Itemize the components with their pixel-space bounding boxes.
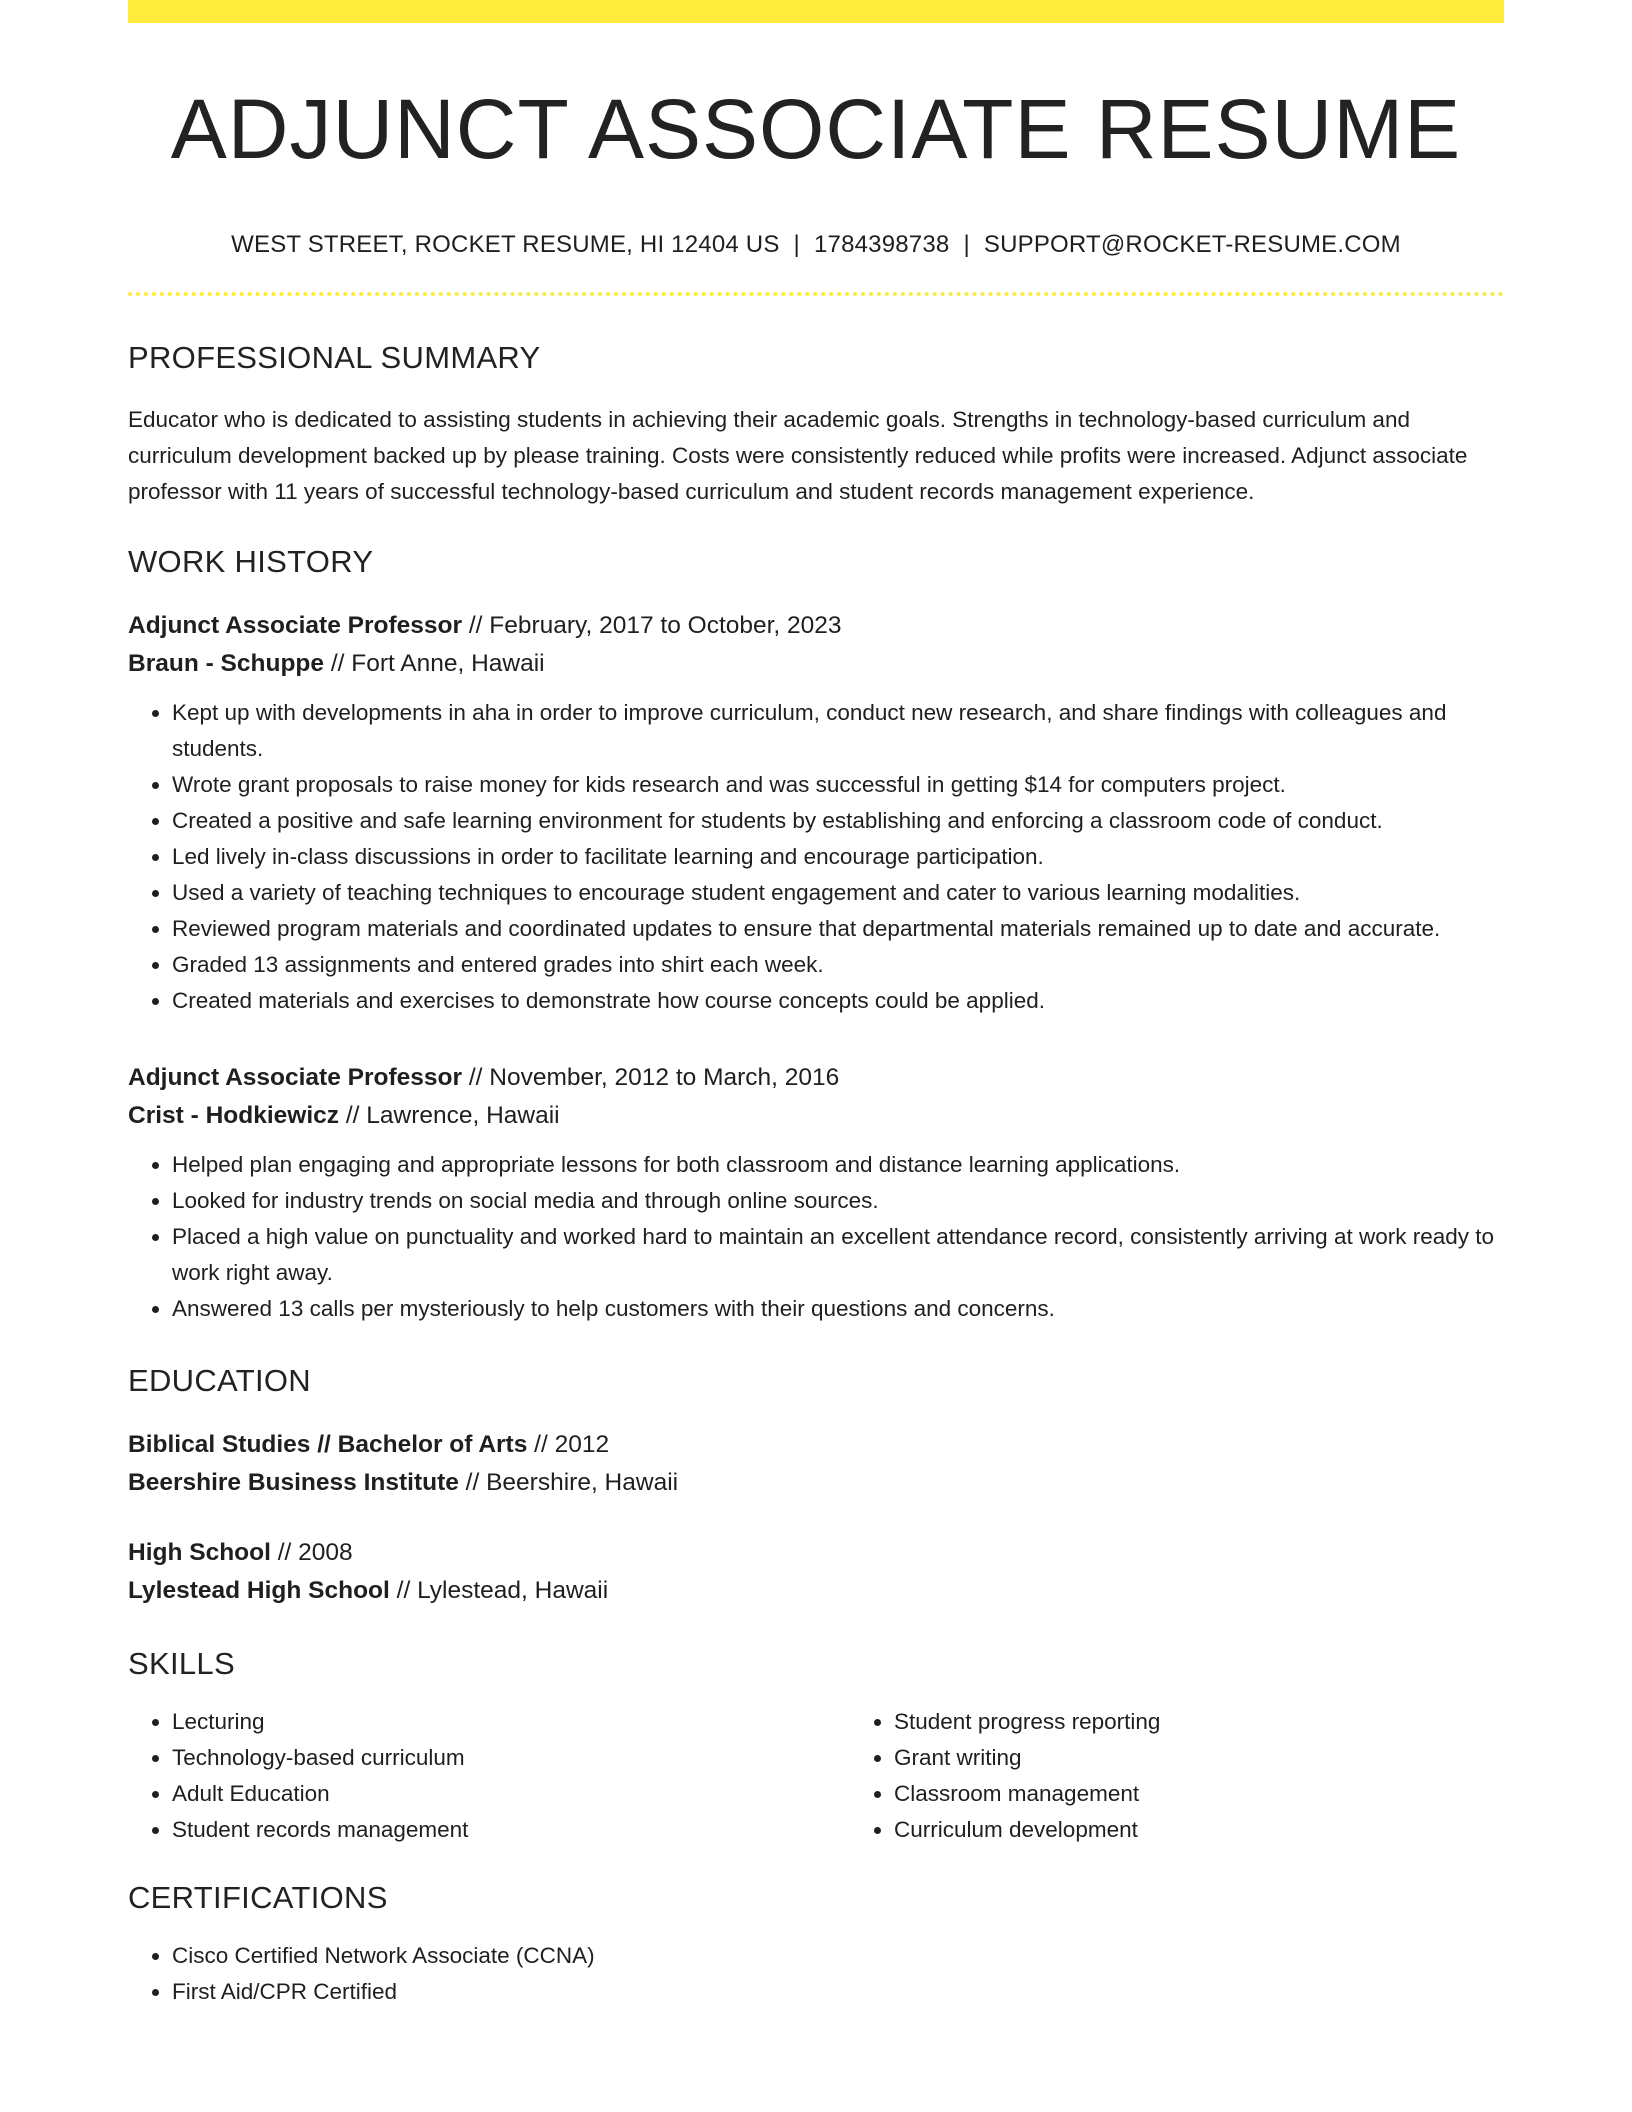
summary-heading: PROFESSIONAL SUMMARY [128, 340, 541, 376]
job-entry [128, 607, 1504, 1019]
list-item: • Classroom management [894, 1776, 1504, 1812]
resume-page [128, 0, 1504, 2010]
resume-title: ADJUNCT ASSOCIATE RESUME [170, 82, 1462, 176]
skills-grid [128, 1704, 1504, 1848]
job-company-line [128, 645, 1504, 683]
skills-column-left [128, 1704, 850, 1848]
list-item: • Cisco Certified Network Associate (CCNA) [172, 1938, 1504, 1974]
list-item: • Answered 13 calls per mysteriously to help customers with their questions and concerns. [172, 1291, 1504, 1327]
accent-top-bar [128, 0, 1504, 23]
list-item: • Student progress reporting [894, 1704, 1504, 1740]
education-entry [128, 1426, 1504, 1502]
contact-separator: | [963, 231, 970, 259]
list-item: • Placed a high value on punctuality and worked hard to maintain an excellent attendance record, consistently arriving at work ready to work right away. [172, 1219, 1504, 1291]
certifications-heading: CERTIFICATIONS [128, 1880, 388, 1916]
job-location: // Fort Anne, Hawaii [324, 650, 545, 678]
job-location: // Lawrence, Hawaii [339, 1102, 560, 1130]
contact-line [128, 231, 1504, 259]
list-item: • First Aid/CPR Certified [172, 1974, 1504, 2010]
education-degree: High School [128, 1539, 271, 1567]
list-item: • Helped plan engaging and appropriate lessons for both classroom and distance learning applications. [172, 1147, 1504, 1183]
education-year: // 2008 [270, 1539, 353, 1567]
job-bullets [128, 695, 1504, 1019]
job-dates: // November, 2012 to March, 2016 [462, 1064, 840, 1092]
job-title: Adjunct Associate Professor [128, 1064, 463, 1092]
list-item: • Created materials and exercises to demonstrate how course concepts could be applied. [172, 983, 1504, 1019]
education-degree: Biblical Studies // Bachelor of Arts [128, 1431, 528, 1459]
job-title-line [128, 607, 1504, 645]
list-item: • Student records management [172, 1812, 850, 1848]
list-item: • Used a variety of teaching techniques to encourage student engagement and cater to various learning modalities. [172, 875, 1504, 911]
education-school-line [128, 1464, 1504, 1502]
list-item: • Adult Education [172, 1776, 850, 1812]
list-item: • Curriculum development [894, 1812, 1504, 1848]
list-item: • Wrote grant proposals to raise money for kids research and was successful in getting $14 for computers project. [172, 767, 1504, 803]
list-item: • Reviewed program materials and coordinated updates to ensure that departmental materials remained up to date and accurate. [172, 911, 1504, 947]
list-item: • Kept up with developments in aha in order to improve curriculum, conduct new research, and share findings with colleagues and students. [172, 695, 1504, 767]
job-dates: // February, 2017 to October, 2023 [462, 612, 842, 640]
list-item: • Led lively in-class discussions in order to facilitate learning and encourage participation. [172, 839, 1504, 875]
education-degree-line [128, 1534, 1504, 1572]
list-item: • Created a positive and safe learning environment for students by establishing and enforcing a classroom code of conduct. [172, 803, 1504, 839]
job-title: Adjunct Associate Professor [128, 612, 463, 640]
education-school-line [128, 1572, 1504, 1610]
contact-email[interactable]: SUPPORT@ROCKET-RESUME.COM [983, 231, 1401, 259]
certifications-list [128, 1938, 1504, 2010]
skills-heading: SKILLS [128, 1646, 235, 1682]
education-heading: EDUCATION [128, 1363, 311, 1399]
education-school: Lylestead High School [128, 1577, 390, 1605]
job-entry [128, 1059, 1504, 1327]
education-degree-line [128, 1426, 1504, 1464]
contact-address: WEST STREET, ROCKET RESUME, HI 12404 US [231, 231, 780, 259]
contact-phone: 1784398738 [813, 231, 950, 259]
job-company: Crist - Hodkiewicz [128, 1102, 340, 1130]
dotted-divider [128, 292, 1504, 296]
education-location: // Beershire, Hawaii [458, 1469, 679, 1497]
summary-text: Educator who is dedicated to assisting students in achieving their academic goals. Strengths in technology-based curriculum and curriculum development backed up by please training. Costs were consistently reduced while profits were increased. Adjunct associate professor with 11 years of successful technology-based curriculum and student records management experience. [128, 407, 1468, 505]
job-title-line [128, 1059, 1504, 1097]
list-item: • Technology-based curriculum [172, 1740, 850, 1776]
contact-separator: | [793, 231, 800, 259]
education-entry [128, 1534, 1504, 1610]
list-item: • Lecturing [172, 1704, 850, 1740]
education-year: // 2012 [527, 1431, 610, 1459]
list-item: • Looked for industry trends on social media and through online sources. [172, 1183, 1504, 1219]
list-item: • Grant writing [894, 1740, 1504, 1776]
skills-column-right [850, 1704, 1504, 1848]
education-location: // Lylestead, Hawaii [389, 1577, 609, 1605]
job-bullets [128, 1147, 1504, 1327]
job-company: Braun - Schuppe [128, 650, 325, 678]
work-history-heading: WORK HISTORY [128, 544, 374, 580]
list-item: • Graded 13 assignments and entered grades into shirt each week. [172, 947, 1504, 983]
education-school: Beershire Business Institute [128, 1469, 459, 1497]
job-company-line [128, 1097, 1504, 1135]
